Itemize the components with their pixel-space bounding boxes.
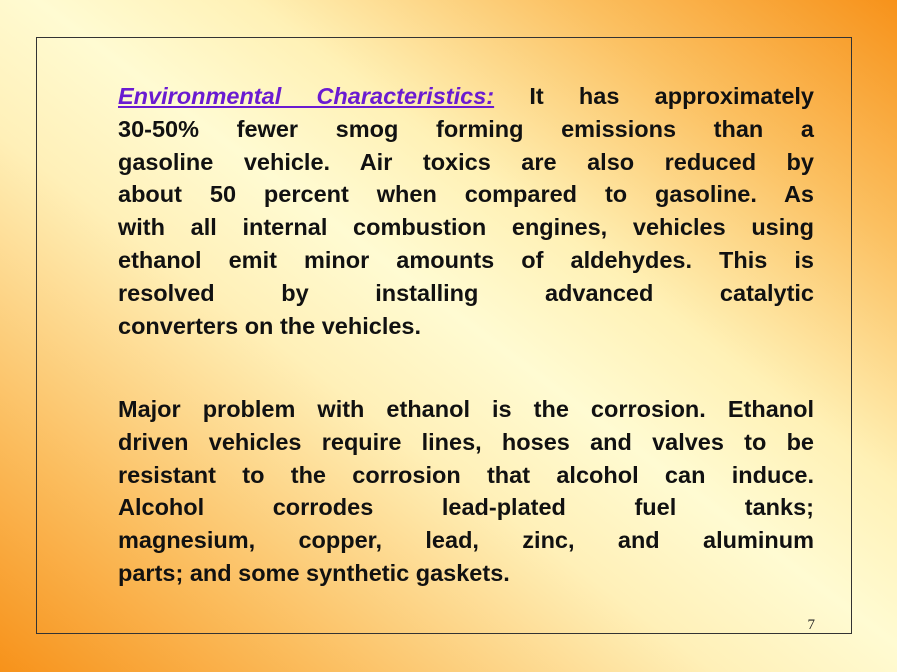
- text-line: with all internal combustion engines, vehicles using: [118, 214, 814, 241]
- corrosion-paragraph: [118, 393, 814, 590]
- text-line: parts; and some synthetic gaskets.: [118, 559, 510, 586]
- page-number: 7: [807, 617, 815, 633]
- text-line: converters on the vehicles.: [118, 312, 422, 339]
- text-line: resistant to the corrosion that alcohol can induce.: [118, 461, 814, 488]
- text-line: about 50 percent when compared to gasoline. As: [118, 181, 814, 208]
- text-line: Major problem with ethanol is the corrosion. Ethanol: [118, 396, 814, 422]
- text-line: [118, 80, 814, 113]
- text-line: Alcohol corrodes lead-plated fuel tanks;: [118, 494, 814, 521]
- section-heading: Environmental Characteristics:: [118, 83, 495, 109]
- text-line: gasoline vehicle. Air toxics are also reduced by: [118, 148, 814, 175]
- environmental-characteristics-paragraph: [118, 80, 814, 342]
- text-line: magnesium, copper, lead, zinc, and aluminum: [118, 527, 814, 554]
- text-line: resolved by installing advanced catalytic: [118, 279, 814, 306]
- text-line: 30-50% fewer smog forming emissions than a: [118, 115, 814, 142]
- text-line: ethanol emit minor amounts of aldehydes. This is: [118, 246, 814, 273]
- heading-continuation: It has approximately: [494, 83, 814, 109]
- text-line: driven vehicles require lines, hoses and valves to be: [118, 428, 814, 455]
